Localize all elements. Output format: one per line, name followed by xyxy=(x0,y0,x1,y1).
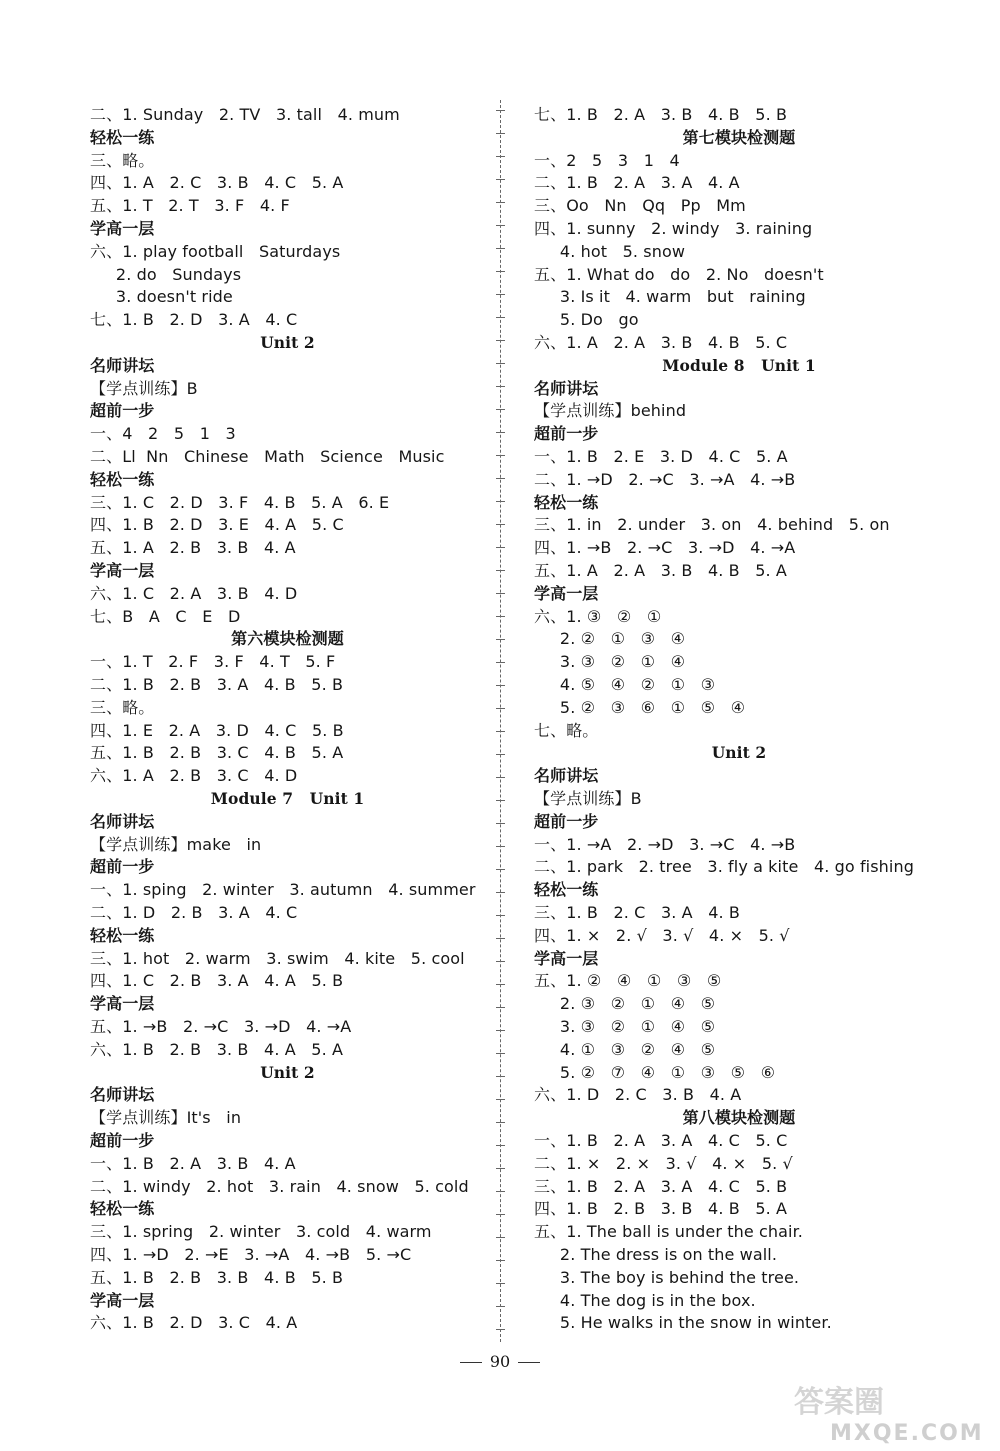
answer-line: 六、1. ③ ② ① xyxy=(534,606,662,626)
divider-tick xyxy=(496,455,505,456)
section-heading: 轻松一练 xyxy=(90,469,155,489)
answer-line: 七、1. B 2. A 3. B 4. B 5. B xyxy=(534,105,788,124)
divider-tick xyxy=(496,110,505,111)
answer-line: 【学点训练】B xyxy=(534,789,642,808)
answer-line: 六、1. B 2. D 3. C 4. A xyxy=(90,1313,298,1333)
answer-line: 5. He walks in the snow in winter. xyxy=(534,1313,832,1333)
divider-tick xyxy=(496,386,505,387)
divider-tick xyxy=(496,961,505,962)
divider-tick xyxy=(496,294,505,295)
answer-line: 5. ② ③ ⑥ ① ⑤ ④ xyxy=(534,697,746,717)
divider-tick xyxy=(496,547,505,548)
divider-tick xyxy=(496,1329,505,1330)
answer-line: 三、1. C 2. D 3. F 4. B 5. A 6. E xyxy=(90,492,390,512)
section-heading: 学高一层 xyxy=(90,561,155,580)
unit-heading: 第七模块检测题 xyxy=(682,127,796,147)
divider-tick xyxy=(496,892,505,893)
section-heading: 名师讲坛 xyxy=(90,1085,155,1105)
unit-heading: Unit 2 xyxy=(260,333,315,352)
section-heading: 轻松一练 xyxy=(90,1199,155,1219)
answer-line: 六、1. C 2. A 3. B 4. D xyxy=(90,583,298,603)
divider-tick xyxy=(496,1145,505,1146)
divider-tick xyxy=(496,1076,505,1077)
divider-tick xyxy=(496,754,505,755)
watermark-main: 答案圈 xyxy=(794,1385,884,1420)
answer-line: 七、1. B 2. D 3. A 4. C xyxy=(90,310,298,330)
answer-line: 四、1. sunny 2. windy 3. raining xyxy=(534,219,813,238)
answer-line: 五、1. The ball is under the chair. xyxy=(534,1222,803,1242)
answer-line: 5. ② ⑦ ④ ① ③ ⑤ ⑥ xyxy=(534,1062,776,1082)
answer-line: 三、Oo Nn Qq Pp Mm xyxy=(534,196,746,216)
answer-line: 3. The boy is behind the tree. xyxy=(534,1267,800,1287)
answer-line: 二、Ll Nn Chinese Math Science Music xyxy=(90,447,445,466)
section-heading: 轻松一练 xyxy=(90,127,155,147)
answer-line: 4. ⑤ ④ ② ① ③ xyxy=(534,675,716,694)
answer-line: 二、1. Sunday 2. TV 3. tall 4. mum xyxy=(90,105,400,124)
section-heading: 学高一层 xyxy=(90,994,155,1014)
divider-tick xyxy=(496,869,505,870)
answer-line: 二、1. windy 2. hot 3. rain 4. snow 5. cold xyxy=(90,1176,469,1196)
divider-tick xyxy=(496,363,505,364)
answer-line: 五、1. What do do 2. No doesn't xyxy=(534,264,824,284)
answer-line: 一、1. B 2. A 3. A 4. C 5. C xyxy=(534,1131,788,1150)
divider-tick xyxy=(496,685,505,686)
divider-tick xyxy=(496,1168,505,1169)
answer-line: 五、1. A 2. B 3. B 4. A xyxy=(90,538,296,558)
section-heading: 名师讲坛 xyxy=(90,811,155,831)
answer-line: 四、1. B 2. B 3. B 4. B 5. A xyxy=(534,1199,788,1219)
answer-line: 4. hot 5. snow xyxy=(534,241,686,261)
section-heading: 学高一层 xyxy=(90,1290,155,1310)
answer-line: 二、1. park 2. tree 3. fly a kite 4. go fishing xyxy=(534,857,914,877)
answer-line: 七、略。 xyxy=(534,720,599,740)
unit-heading: 第八模块检测题 xyxy=(682,1108,796,1128)
answer-line: 三、1. B 2. A 3. A 4. C 5. B xyxy=(534,1176,788,1196)
divider-tick xyxy=(496,202,505,203)
divider-tick xyxy=(496,777,505,778)
answer-line: 四、1. →D 2. →E 3. →A 4. →B 5. →C xyxy=(90,1245,412,1264)
answer-line: 三、1. in 2. under 3. on 4. behind 5. on xyxy=(534,515,890,535)
answer-line: 一、1. sping 2. winter 3. autumn 4. summer xyxy=(90,880,476,900)
section-heading: 超前一步 xyxy=(534,811,599,831)
divider-tick xyxy=(496,708,505,709)
divider-tick xyxy=(496,478,505,479)
section-heading: 名师讲坛 xyxy=(90,355,155,375)
divider-tick xyxy=(496,1237,505,1238)
section-heading: 学高一层 xyxy=(90,219,155,238)
section-heading: 轻松一练 xyxy=(534,492,599,512)
answer-line: 五、1. T 2. T 3. F 4. F xyxy=(90,196,290,216)
divider-tick xyxy=(496,915,505,916)
answer-line: 六、1. B 2. B 3. B 4. A 5. A xyxy=(90,1039,344,1059)
divider-tick xyxy=(496,317,505,318)
answer-line: 4. ① ③ ② ④ ⑤ xyxy=(534,1039,716,1059)
divider-tick xyxy=(496,616,505,617)
page-number xyxy=(440,1352,560,1371)
unit-heading: Unit 2 xyxy=(711,743,767,763)
divider-tick xyxy=(496,409,505,410)
answer-line: 【学点训练】behind xyxy=(534,401,687,421)
answer-line: 4. The dog is in the box. xyxy=(534,1290,756,1310)
divider-tick xyxy=(496,639,505,640)
divider-tick xyxy=(496,1260,505,1261)
divider-tick xyxy=(496,1214,505,1215)
unit-heading: Module 7 Unit 1 xyxy=(210,789,365,808)
answer-line: 2. ③ ② ① ④ ⑤ xyxy=(534,994,716,1014)
answer-line: 一、1. B 2. E 3. D 4. C 5. A xyxy=(534,447,788,466)
divider-tick xyxy=(496,225,505,226)
watermark-sub: MXQE.COM xyxy=(830,1421,984,1444)
divider-tick xyxy=(496,1306,505,1307)
divider-tick xyxy=(496,1191,505,1192)
answer-line: 四、1. →B 2. →C 3. →D 4. →A xyxy=(534,538,796,558)
divider-tick xyxy=(496,823,505,824)
answer-line: 四、1. E 2. A 3. D 4. C 5. B xyxy=(90,720,344,740)
answer-line: 3. Is it 4. warm but raining xyxy=(534,287,806,307)
divider-tick xyxy=(496,1007,505,1008)
answer-line: 四、1. A 2. C 3. B 4. C 5. A xyxy=(90,173,344,193)
answer-line: 【学点训练】make in xyxy=(90,834,262,854)
divider-tick xyxy=(496,731,505,732)
answer-line: 2. do Sundays xyxy=(90,264,242,284)
divider-tick xyxy=(496,662,505,663)
divider-tick xyxy=(496,248,505,249)
answer-line: 三、略。 xyxy=(90,697,155,717)
section-heading: 超前一步 xyxy=(534,424,599,444)
answer-line: 2. ② ① ③ ④ xyxy=(534,629,686,649)
answer-line: 五、1. →B 2. →C 3. →D 4. →A xyxy=(90,1017,352,1036)
answer-line: 3. ③ ② ① ④ xyxy=(534,652,686,672)
divider-tick xyxy=(496,156,505,157)
answer-line: 四、1. × 2. √ 3. √ 4. × 5. √ xyxy=(534,925,790,945)
answer-line: 二、1. B 2. B 3. A 4. B 5. B xyxy=(90,675,344,694)
divider-tick xyxy=(496,938,505,939)
answer-line: 二、1. B 2. A 3. A 4. A xyxy=(534,173,740,193)
answer-line: 五、1. ② ④ ① ③ ⑤ xyxy=(534,971,722,991)
answer-line: 六、1. play football Saturdays xyxy=(90,241,341,261)
section-heading: 超前一步 xyxy=(90,1131,155,1150)
answer-line: 五、1. B 2. B 3. B 4. B 5. B xyxy=(90,1267,344,1287)
answer-line: 三、1. spring 2. winter 3. cold 4. warm xyxy=(90,1222,432,1242)
answer-line: 二、1. × 2. × 3. √ 4. × 5. √ xyxy=(534,1153,793,1173)
section-heading: 轻松一练 xyxy=(90,925,155,945)
divider-tick xyxy=(496,1053,505,1054)
divider-tick xyxy=(496,593,505,594)
divider-tick xyxy=(496,1283,505,1284)
answer-line: 三、1. hot 2. warm 3. swim 4. kite 5. cool xyxy=(90,948,465,968)
answer-line: 四、1. B 2. D 3. E 4. A 5. C xyxy=(90,515,344,535)
section-heading: 学高一层 xyxy=(534,948,599,968)
divider-tick xyxy=(496,1099,505,1100)
divider-tick xyxy=(496,800,505,801)
answer-line: 一、4 2 5 1 3 xyxy=(90,424,236,444)
page-number-text: 90 xyxy=(489,1352,511,1371)
answer-line: 六、1. A 2. A 3. B 4. B 5. C xyxy=(534,333,788,352)
answer-line: 三、略。 xyxy=(90,150,155,170)
divider-tick xyxy=(496,570,505,571)
answer-line: 一、1. B 2. A 3. B 4. A xyxy=(90,1153,296,1173)
section-heading: 学高一层 xyxy=(534,583,599,603)
divider-tick xyxy=(496,271,505,272)
answer-line: 3. ③ ② ① ④ ⑤ xyxy=(534,1017,716,1036)
answer-line: 五、1. A 2. A 3. B 4. B 5. A xyxy=(534,561,787,580)
answer-line: 5. Do go xyxy=(534,310,639,330)
answer-line: 六、1. D 2. C 3. B 4. A xyxy=(534,1085,742,1105)
answer-line: 一、2 5 3 1 4 xyxy=(534,150,680,170)
divider-tick xyxy=(496,179,505,180)
answer-line: 2. The dress is on the wall. xyxy=(534,1245,778,1264)
answer-line: 六、1. A 2. B 3. C 4. D xyxy=(90,766,298,786)
divider-tick xyxy=(496,1122,505,1123)
divider-tick xyxy=(496,1030,505,1031)
section-heading: 超前一步 xyxy=(90,857,155,877)
divider-tick xyxy=(496,984,505,985)
unit-heading: Module 8 Unit 1 xyxy=(662,355,816,375)
answer-line: 一、1. →A 2. →D 3. →C 4. →B xyxy=(534,834,796,854)
answer-line: 七、B A C E D xyxy=(90,606,241,626)
answer-line: 三、1. B 2. C 3. A 4. B xyxy=(534,903,740,922)
answer-line: 四、1. C 2. B 3. A 4. A 5. B xyxy=(90,971,344,991)
answer-line: 二、1. →D 2. →C 3. →A 4. →B xyxy=(534,469,796,489)
column-divider xyxy=(500,100,501,1342)
section-heading: 超前一步 xyxy=(90,401,155,421)
section-heading: 名师讲坛 xyxy=(534,766,599,786)
divider-tick xyxy=(496,846,505,847)
unit-heading: 第六模块检测题 xyxy=(231,629,344,649)
watermark-logo xyxy=(790,1378,990,1444)
answer-line: 二、1. D 2. B 3. A 4. C xyxy=(90,903,298,922)
divider-tick xyxy=(496,432,505,433)
divider-tick xyxy=(496,524,505,525)
divider-tick xyxy=(496,501,505,502)
answer-line: 一、1. T 2. F 3. F 4. T 5. F xyxy=(90,652,336,672)
answer-line: 3. doesn't ride xyxy=(90,287,233,307)
unit-heading: Unit 2 xyxy=(260,1062,315,1082)
answer-line: 【学点训练】It's in xyxy=(90,1108,242,1128)
divider-tick xyxy=(496,340,505,341)
divider-tick xyxy=(496,133,505,134)
section-heading: 轻松一练 xyxy=(534,880,599,900)
answer-line: 【学点训练】B xyxy=(90,378,198,398)
answer-line: 五、1. B 2. B 3. C 4. B 5. A xyxy=(90,743,344,763)
section-heading: 名师讲坛 xyxy=(534,378,599,398)
